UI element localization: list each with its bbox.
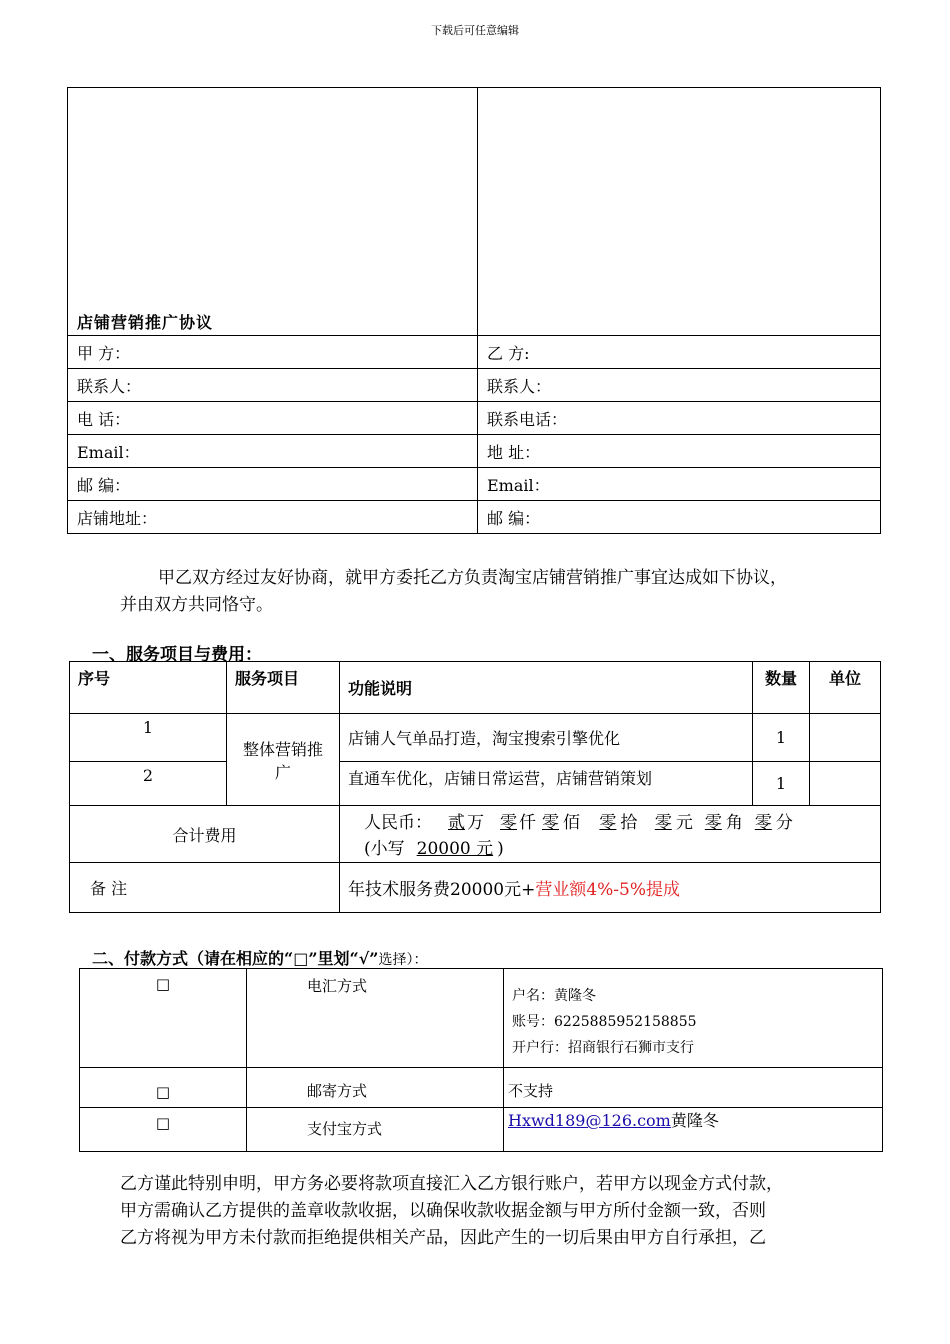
payment-table bbox=[79, 968, 883, 1152]
rmb-prefix: 人民币： bbox=[364, 813, 432, 833]
row-no: 1 bbox=[70, 714, 227, 762]
amount-yuan: 零 bbox=[654, 813, 672, 833]
party-a-contact: 联系人： bbox=[68, 369, 478, 402]
alipay-name: 黄隆冬 bbox=[670, 1111, 719, 1130]
col-header-no: 序号 bbox=[70, 662, 227, 714]
table-row bbox=[80, 1108, 883, 1152]
table-row bbox=[70, 714, 881, 762]
amount-bai: 零 bbox=[542, 813, 559, 833]
method-mail: 邮寄方式 bbox=[247, 1068, 504, 1108]
checkbox-wire[interactable]: □ bbox=[80, 969, 247, 1068]
party-b-label: 乙 方: bbox=[478, 336, 881, 369]
notice-line-3: 乙方将视为甲方未付款而拒绝提供相关产品，因此产生的一切后果由甲方自行承担，乙 bbox=[120, 1228, 766, 1248]
small-prefix: (小写 bbox=[364, 839, 405, 859]
party-b-email: Email： bbox=[478, 468, 881, 501]
amount-fen: 零 bbox=[754, 813, 772, 833]
small-value: 20000 元 bbox=[416, 839, 494, 859]
intro-line-1: 甲乙双方经过友好协商，就甲方委托乙方负责淘宝店铺营销推广事宜达成如下协议， bbox=[158, 568, 787, 588]
bank-name: 开户行：招商银行石狮市支行 bbox=[512, 1040, 694, 1056]
account-number: 账号：6225885952158855 bbox=[512, 1014, 697, 1030]
section1-title: 一、服务项目与费用： bbox=[92, 645, 262, 665]
remark-black: 年技术服务费20000元+ bbox=[348, 880, 536, 900]
party-b-address: 地 址： bbox=[478, 435, 881, 468]
alipay-details bbox=[504, 1108, 883, 1152]
unit-yuan: 元 bbox=[675, 813, 693, 833]
party-a-email: Email： bbox=[68, 435, 478, 468]
amount-wan: 贰 bbox=[448, 813, 465, 833]
page-title: 店铺营销推广协议 bbox=[68, 88, 478, 336]
notice-line-2: 甲方需确认乙方提供的盖章收款收据，以确保收款收据金额与甲方所付金额一致，否则 bbox=[120, 1201, 766, 1221]
party-b-phone: 联系电话： bbox=[478, 402, 881, 435]
unit-shi: 拾 bbox=[620, 813, 638, 833]
col-header-desc: 功能说明 bbox=[340, 662, 753, 714]
col-header-unit: 单位 bbox=[810, 662, 881, 714]
total-amount bbox=[340, 806, 881, 863]
party-a-phone: 电 话： bbox=[68, 402, 478, 435]
row-desc: 直通车优化，店铺日常运营，店铺营销策划 bbox=[340, 762, 753, 806]
party-row bbox=[68, 435, 881, 468]
unit-fen: 分 bbox=[775, 813, 793, 833]
section2-title bbox=[92, 946, 427, 969]
amount-jiao: 零 bbox=[704, 813, 722, 833]
account-name: 户名：黄隆冬 bbox=[512, 988, 596, 1004]
row-qty: 1 bbox=[753, 714, 810, 762]
service-table bbox=[69, 661, 881, 913]
notice-line-1: 乙方谨此特别申明，甲方务必要将款项直接汇入乙方银行账户，若甲方以现金方式付款， bbox=[120, 1174, 783, 1194]
row-unit bbox=[810, 762, 881, 806]
alipay-email-link[interactable]: Hxwd189@126.com bbox=[508, 1111, 671, 1130]
party-a-label: 甲 方： bbox=[68, 336, 478, 369]
unit-qian: 仟 bbox=[519, 813, 536, 833]
mail-details: 不支持 bbox=[504, 1068, 883, 1108]
table-row bbox=[80, 1068, 883, 1108]
party-row bbox=[68, 369, 881, 402]
party-a-shop-address: 店铺地址： bbox=[68, 501, 478, 534]
party-row bbox=[68, 468, 881, 501]
remark-red: 营业额4%-5%提成 bbox=[535, 880, 681, 900]
amount-qian: 零 bbox=[500, 813, 517, 833]
unit-jiao: 角 bbox=[725, 813, 743, 833]
header-note: 下载后可任意编辑 bbox=[431, 24, 519, 37]
party-b-contact: 联系人： bbox=[478, 369, 881, 402]
remark-row bbox=[70, 863, 881, 913]
intro-line-2: 并由双方共同恪守。 bbox=[120, 595, 273, 615]
party-row bbox=[68, 402, 881, 435]
checkbox-alipay[interactable]: □ bbox=[80, 1108, 247, 1152]
remark-label: 备 注 bbox=[70, 863, 340, 913]
section2-title-bold: 二、付款方式（请在相应的“□”里划“√” bbox=[92, 949, 379, 968]
row-no: 2 bbox=[70, 762, 227, 806]
col-header-qty: 数量 bbox=[753, 662, 810, 714]
party-a-postcode: 邮 编： bbox=[68, 468, 478, 501]
row-unit bbox=[810, 714, 881, 762]
method-wire: 电汇方式 bbox=[247, 969, 504, 1068]
amount-shi: 零 bbox=[599, 813, 617, 833]
party-row bbox=[68, 336, 881, 369]
table-row bbox=[70, 762, 881, 806]
checkbox-mail[interactable]: □ bbox=[80, 1068, 247, 1108]
col-header-item: 服务项目 bbox=[227, 662, 340, 714]
method-alipay: 支付宝方式 bbox=[247, 1108, 504, 1152]
remark-text bbox=[340, 863, 881, 913]
party-row bbox=[68, 501, 881, 534]
unit-bai: 佰 bbox=[563, 813, 580, 833]
wire-details bbox=[504, 969, 883, 1068]
parties-table bbox=[67, 87, 881, 534]
unit-wan: 万 bbox=[467, 813, 484, 833]
service-item-name: 整体营销推广 bbox=[227, 714, 340, 806]
total-label: 合计费用 bbox=[70, 806, 340, 863]
row-qty: 1 bbox=[753, 762, 810, 806]
small-suffix: ) bbox=[497, 839, 504, 859]
title-right-cell bbox=[478, 88, 881, 336]
row-desc: 店铺人气单品打造，淘宝搜索引擎优化 bbox=[340, 714, 753, 762]
section2-suffix: 选择）： bbox=[378, 952, 428, 968]
party-b-postcode: 邮 编： bbox=[478, 501, 881, 534]
table-row bbox=[80, 969, 883, 1068]
total-row bbox=[70, 806, 881, 863]
